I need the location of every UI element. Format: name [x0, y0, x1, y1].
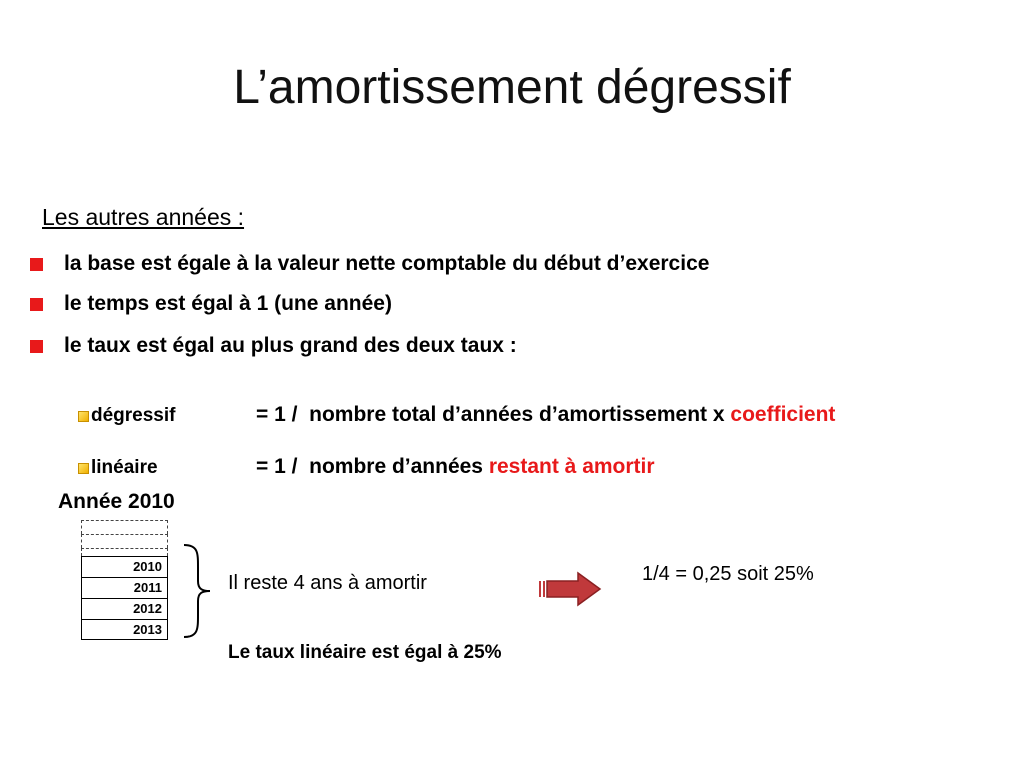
placeholder-row [81, 548, 168, 556]
rate-label-degressif [78, 405, 175, 427]
bullet-text: la base est égale à la valeur nette comptable du début d’exercice [64, 252, 710, 275]
square-bullet-icon [30, 258, 43, 271]
year-cell: 2011 [81, 577, 168, 598]
formula-highlight: restant à amortir [488, 455, 655, 478]
formula-text: = 1 / nombre d’années [256, 455, 489, 478]
curly-brace-icon [180, 543, 214, 639]
year-cell: 2010 [81, 556, 168, 577]
bullet-item [30, 334, 517, 358]
placeholder-row [81, 534, 168, 548]
years-table [81, 520, 168, 640]
rate-label: dégressif [91, 405, 176, 426]
year-heading: Année 2010 [58, 490, 175, 513]
bullet-text: le taux est égal au plus grand des deux taux : [64, 334, 517, 357]
bullet-item [30, 292, 392, 316]
year-cell: 2013 [81, 619, 168, 640]
rate-label-lineaire [78, 457, 158, 479]
placeholder-row [81, 520, 168, 534]
formula-highlight: coefficient [730, 403, 836, 426]
calculation-text: 1/4 = 0,25 soit 25% [642, 563, 814, 585]
formula-text: = 1 / nombre total d’années d’amortissement x [256, 403, 731, 426]
rate-label: linéaire [91, 457, 158, 478]
remaining-years-text: Il reste 4 ans à amortir [228, 572, 427, 594]
square-bullet-icon [30, 298, 43, 311]
square-bullet-icon [78, 463, 89, 474]
slide-title: L’amortissement dégressif [233, 61, 791, 114]
rate-formula-lineaire [256, 455, 655, 479]
section-heading: Les autres années : [42, 204, 245, 230]
right-arrow-icon [538, 571, 604, 607]
rate-formula-degressif [256, 403, 835, 427]
square-bullet-icon [78, 411, 89, 422]
bullet-text: le temps est égal à 1 (une année) [64, 292, 392, 315]
bullet-item [30, 252, 709, 276]
linear-rate-conclusion: Le taux linéaire est égal à 25% [228, 642, 502, 663]
year-cell: 2012 [81, 598, 168, 619]
square-bullet-icon [30, 340, 43, 353]
